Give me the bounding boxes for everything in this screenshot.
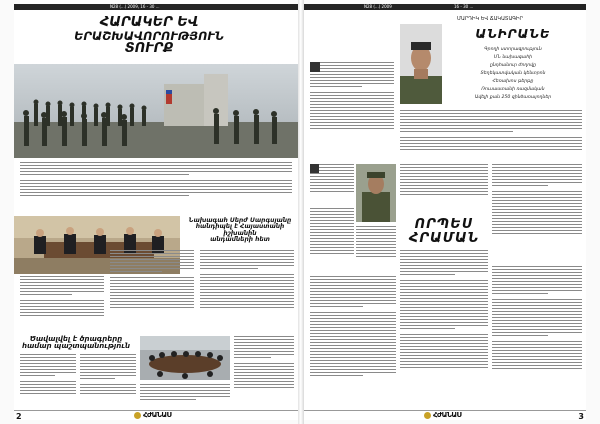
feature-column-1	[310, 208, 354, 272]
right-page-number: 3	[578, 412, 584, 420]
caption-line: ընդհանուր ժողովը	[489, 63, 537, 68]
lead-headline-line-3: ՏՈՒՐՔ	[124, 40, 174, 56]
caption-line: ՄՆ նախագահի	[493, 55, 533, 60]
lead-headline-line-2: ԵՐԱՇԽԱՎՈՐՈՒԹՅՈՒՆ	[74, 28, 224, 43]
portrait-caption	[444, 46, 582, 108]
lead-story-body	[20, 162, 292, 214]
right-footer-masthead	[424, 411, 468, 420]
feature-column-7	[492, 266, 582, 408]
caption-line: Ավելի քան 250 զինծառայողներ	[474, 95, 552, 100]
right-header-right-info: 16 - 30 ...	[454, 4, 474, 9]
feature-headline	[400, 218, 488, 245]
dropcap	[310, 62, 320, 72]
third-story-headline	[20, 336, 132, 351]
caption-line: Տեղեկատվական կենտրոն	[480, 71, 546, 76]
caption-line: Հեռախոս թերթը	[492, 79, 534, 84]
soldier-portrait-photo	[356, 164, 396, 222]
feature-column-2	[356, 226, 396, 272]
right-masthead-text: ՀԺԱՆԱՍ	[433, 411, 462, 419]
third-headline-line-1: Ծավալվել է ծրագրերը	[29, 335, 123, 343]
right-page-footer	[304, 410, 586, 420]
third-story-column-1	[20, 354, 76, 408]
third-headline-line-2: համար պաշտպանություն	[21, 342, 130, 351]
second-headline-line-3: անդամների հետ	[210, 235, 270, 243]
lead-headline	[54, 16, 244, 55]
conference-photo	[140, 336, 230, 380]
masthead-logo-icon	[424, 412, 431, 419]
right-page	[304, 4, 586, 420]
second-headline-line-1: Նախագահ Սերժ Սարգսյանը	[188, 217, 292, 224]
feature-intro-text	[310, 164, 354, 204]
lead-headline-line-1: ՀԱՐԱԿԵՐ ԵՎ	[99, 15, 199, 30]
left-page	[14, 4, 298, 420]
feature-dropcap	[310, 164, 319, 173]
second-story-column-1	[20, 276, 104, 332]
masthead-logo-icon	[134, 412, 141, 419]
right-lead-wide-text	[400, 110, 582, 160]
left-header-info: N28 (...) 2009, 16 - 30 ...	[110, 4, 160, 9]
left-page-header-bar	[14, 4, 298, 10]
feature-column-5	[310, 276, 396, 408]
caption-line: Գրողի ստորագրություն	[484, 47, 542, 52]
right-lead-column-1	[310, 62, 394, 158]
left-page-number: 2	[16, 412, 22, 420]
feature-headline-line-2: ՀՐԱՄԱՆ	[408, 230, 480, 246]
caption-line: Ռուսաստանի ռազմական	[481, 87, 545, 92]
third-story-column-3	[234, 336, 294, 408]
feature-column-4	[492, 164, 582, 262]
second-story-column-3	[200, 250, 294, 332]
right-page-header-bar	[304, 4, 586, 10]
section-label: ՄԱՐԴԻԿ ԵՎ ՃԱԿԱՏԱԳԻՐ	[457, 16, 523, 22]
second-headline-line-2: հանդիպել է Հայաստանի իշխանին	[195, 223, 285, 237]
left-page-footer	[14, 410, 298, 420]
feature-headline-line-1: ՈՐՊԵՍ	[414, 217, 474, 232]
left-masthead-text: ՀԺԱՆԱՍ	[143, 411, 172, 419]
portrait-photo	[400, 24, 442, 104]
feature-column-6	[400, 250, 488, 408]
right-header-left-info: N28 (...) 2009	[364, 4, 392, 9]
portrait-story-title: ԱՆԻՐԱՆԵ	[475, 27, 551, 41]
left-footer-masthead	[134, 411, 178, 420]
feature-column-3	[400, 164, 488, 210]
third-story-column-2	[80, 354, 136, 408]
third-story-column-4	[140, 384, 230, 408]
lead-photo-soldiers	[14, 64, 298, 158]
second-story-headline	[184, 218, 296, 243]
second-story-column-2	[110, 250, 194, 332]
